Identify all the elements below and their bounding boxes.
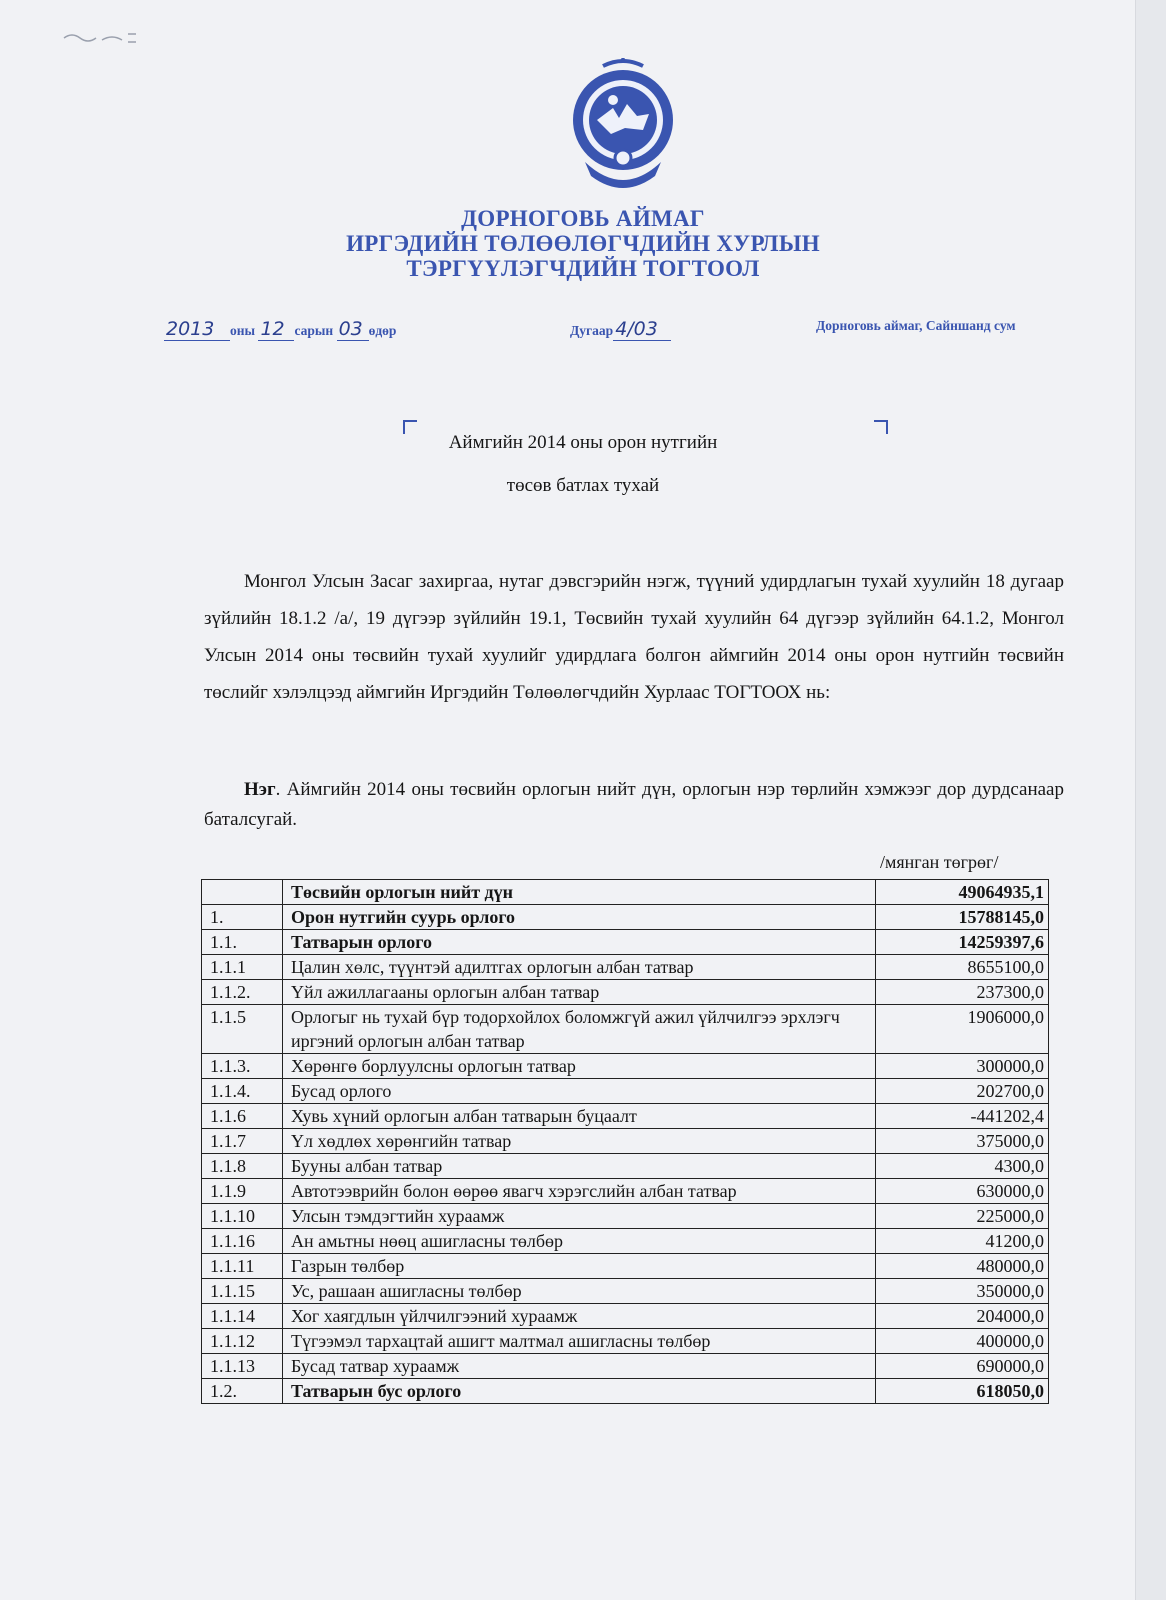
row-amount: 4300,0 — [876, 1154, 1049, 1179]
row-code: 1.1.16 — [202, 1229, 283, 1254]
row-name: Хувь хүний орлогын албан татварын буцаалт — [283, 1104, 876, 1129]
row-name: Орлогыг нь тухай бүр тодорхойлох боломжгүй ажил үйлчилгээ эрхлэгч иргэний орлогын албан татвар — [283, 1005, 876, 1054]
date-line — [164, 318, 396, 344]
row-amount: 400000,0 — [876, 1329, 1049, 1354]
row-name: Түгээмэл тархацтай ашигт малтмал ашигласны төлбөр — [283, 1329, 876, 1354]
subject-line2: төсөв батлах тухай — [506, 475, 660, 496]
row-name: Автотээврийн болон өөрөө явагч хэрэгслийн албан татвар — [283, 1179, 876, 1204]
row-name: Газрын төлбөр — [283, 1254, 876, 1279]
clause-one-lead: Нэг — [244, 779, 276, 800]
resolution-number: 4/03 — [613, 318, 671, 341]
row-amount: 204000,0 — [876, 1304, 1049, 1329]
table-row — [202, 980, 1049, 1005]
row-code: 1.1.1 — [202, 955, 283, 980]
org-title-line1: ДОРНОГОВЬ АЙМАГ — [461, 206, 705, 231]
row-amount: 49064935,1 — [876, 880, 1049, 905]
row-amount: 690000,0 — [876, 1354, 1049, 1379]
row-code — [202, 880, 283, 905]
date-day: 03 — [337, 318, 369, 341]
row-name: Хөрөнгө борлуулсны орлогын татвар — [283, 1054, 876, 1079]
row-name: Үйл ажиллагааны орлогын албан татвар — [283, 980, 876, 1005]
row-code: 1.1.9 — [202, 1179, 283, 1204]
table-row — [202, 1054, 1049, 1079]
row-code: 1.1.3. — [202, 1054, 283, 1079]
row-amount: 237300,0 — [876, 980, 1049, 1005]
row-name: Цалин хөлс, түүнтэй адилтгах орлогын албан татвар — [283, 955, 876, 980]
row-code: 1. — [202, 905, 283, 930]
row-code: 1.1.11 — [202, 1254, 283, 1279]
row-amount: 202700,0 — [876, 1079, 1049, 1104]
unit-label: /мянган төгрөг/ — [880, 852, 999, 872]
row-amount: 375000,0 — [876, 1129, 1049, 1154]
row-amount: 618050,0 — [876, 1379, 1049, 1404]
table-row — [202, 1079, 1049, 1104]
state-emblem-icon — [567, 58, 679, 194]
subject-line1: Аймгийн 2014 оны орон нутгийн — [448, 432, 718, 453]
row-code: 1.1.6 — [202, 1104, 283, 1129]
row-code: 1.1. — [202, 930, 283, 955]
row-name: Бусад татвар хураамж — [283, 1354, 876, 1379]
row-amount: 41200,0 — [876, 1229, 1049, 1254]
preamble-paragraph: Монгол Улсын Засаг захиргаа, нутаг дэвсгэрийн нэгж, түүний удирдлагын тухай хуулийн 18 дугаар зүйлийн 18.1.2 /а/, 19 дүгээр зүйлийн 19.1, Төсвийн тухай хуулийн 64 дүгээр зүйлийн 64.1.2, Монгол Улсын 2014 оны төсвийн тухай хуулийг удирдлага болгон аймгийн 2014 оны орон нутгийн төсвийн төслийг хэлэлцээд аймгийн Иргэдийн Төлөөлөгчдийн Хурлаас ТОГТООХ нь: — [204, 571, 1064, 703]
row-amount: 14259397,6 — [876, 930, 1049, 955]
table-row — [202, 1229, 1049, 1254]
row-amount: 630000,0 — [876, 1179, 1049, 1204]
row-code: 1.1.4. — [202, 1079, 283, 1104]
row-name: Төсвийн орлогын нийт дүн — [283, 880, 876, 905]
row-code: 1.1.5 — [202, 1005, 283, 1054]
row-code: 1.1.2. — [202, 980, 283, 1005]
number-label: Дугаар — [570, 323, 614, 338]
row-name: Татварын орлого — [283, 930, 876, 955]
date-year: 2013 — [164, 318, 230, 341]
row-name: Орон нутгийн суурь орлого — [283, 905, 876, 930]
table-row — [202, 880, 1049, 905]
table-row — [202, 930, 1049, 955]
budget-table — [201, 879, 1049, 1404]
date-year-suffix: оны — [230, 323, 256, 338]
location-line: Дорноговь аймаг, Сайншанд сум — [816, 318, 1016, 333]
table-row — [202, 1104, 1049, 1129]
org-title-line2: ИРГЭДИЙН ТӨЛӨӨЛӨГЧДИЙН ХУРЛЫН — [346, 231, 820, 256]
row-code: 1.2. — [202, 1379, 283, 1404]
row-code: 1.1.15 — [202, 1279, 283, 1304]
row-name: Ан амьтны нөөц ашигласны төлбөр — [283, 1229, 876, 1254]
table-row — [202, 1354, 1049, 1379]
row-amount: 300000,0 — [876, 1054, 1049, 1079]
table-row — [202, 955, 1049, 980]
table-row — [202, 1304, 1049, 1329]
table-row — [202, 1329, 1049, 1354]
row-name: Улсын тэмдэгтийн хураамж — [283, 1204, 876, 1229]
row-name: Хог хаягдлын үйлчилгээний хураамж — [283, 1304, 876, 1329]
row-amount: 350000,0 — [876, 1279, 1049, 1304]
table-row — [202, 1179, 1049, 1204]
table-row — [202, 1005, 1049, 1054]
row-name: Ус, рашаан ашигласны төлбөр — [283, 1279, 876, 1304]
row-code: 1.1.14 — [202, 1304, 283, 1329]
row-name: Бусад орлого — [283, 1079, 876, 1104]
row-name: Бууны албан татвар — [283, 1154, 876, 1179]
row-code: 1.1.7 — [202, 1129, 283, 1154]
table-row — [202, 905, 1049, 930]
row-code: 1.1.8 — [202, 1154, 283, 1179]
row-code: 1.1.13 — [202, 1354, 283, 1379]
table-row — [202, 1279, 1049, 1304]
row-amount: -441202,4 — [876, 1104, 1049, 1129]
row-amount: 1906000,0 — [876, 1005, 1049, 1054]
date-month-suffix: сарын — [294, 323, 334, 338]
row-code: 1.1.12 — [202, 1329, 283, 1354]
row-amount: 225000,0 — [876, 1204, 1049, 1229]
table-row — [202, 1154, 1049, 1179]
row-amount: 8655100,0 — [876, 955, 1049, 980]
staple-mark — [62, 30, 138, 46]
row-amount: 480000,0 — [876, 1254, 1049, 1279]
table-row — [202, 1254, 1049, 1279]
table-row — [202, 1379, 1049, 1404]
row-code: 1.1.10 — [202, 1204, 283, 1229]
table-row — [202, 1129, 1049, 1154]
table-row — [202, 1204, 1049, 1229]
row-name: Татварын бус орлого — [283, 1379, 876, 1404]
clause-one-text: . Аймгийн 2014 оны төсвийн орлогын нийт дүн, орлогын нэр төрлийн хэмжээг дор дурдсанаар баталсугай. — [204, 779, 1064, 830]
number-line — [570, 318, 671, 344]
date-month: 12 — [258, 318, 294, 341]
org-title-line3: ТЭРГҮҮЛЭГЧДИЙН ТОГТООЛ — [406, 256, 760, 281]
clause-one-paragraph — [204, 775, 1064, 835]
row-name: Үл хөдлөх хөрөнгийн татвар — [283, 1129, 876, 1154]
row-amount: 15788145,0 — [876, 905, 1049, 930]
date-day-suffix: өдөр — [368, 323, 397, 338]
